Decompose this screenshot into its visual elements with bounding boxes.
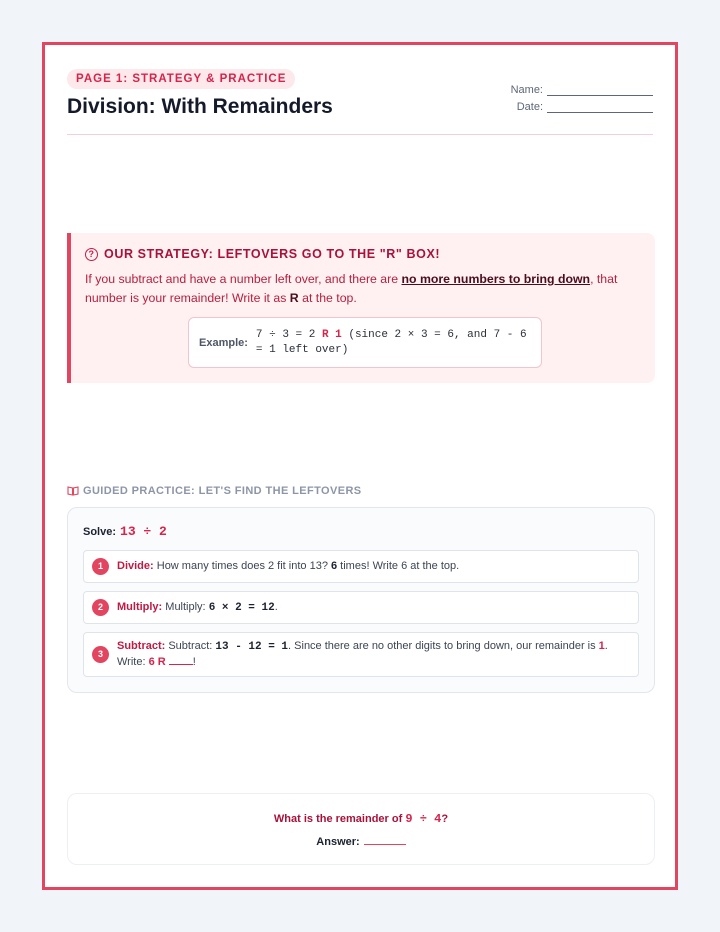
answer-label: Answer: bbox=[316, 836, 360, 848]
date-row bbox=[503, 96, 653, 113]
page-title: Division: With Remainders bbox=[67, 95, 333, 118]
step-text-part: times! Write 6 at the top. bbox=[337, 560, 460, 572]
strategy-box bbox=[67, 233, 655, 383]
step-label: Subtract: bbox=[117, 640, 166, 652]
example-remainder: R 1 bbox=[321, 328, 342, 341]
guided-practice-box bbox=[67, 507, 655, 693]
strategy-text-part: If you subtract and have a number left over, and there are bbox=[85, 272, 402, 286]
step-text bbox=[117, 559, 459, 574]
question-circle-icon: ? bbox=[85, 248, 98, 261]
step-text bbox=[117, 639, 608, 670]
name-date-block bbox=[503, 79, 653, 113]
answer-line bbox=[68, 835, 654, 848]
example-text-part: 7 ÷ 3 = 2 bbox=[255, 328, 322, 341]
step-text-part: How many times does 2 fit into 13? bbox=[153, 560, 331, 572]
step-divide bbox=[83, 550, 639, 583]
name-row bbox=[503, 79, 653, 96]
book-icon bbox=[67, 486, 79, 496]
worksheet-page bbox=[42, 42, 678, 890]
page-badge: PAGE 1: STRATEGY & PRACTICE bbox=[67, 69, 295, 89]
name-field[interactable] bbox=[547, 86, 653, 96]
date-label: Date: bbox=[516, 101, 543, 113]
final-question-box bbox=[67, 793, 655, 865]
name-label: Name: bbox=[510, 84, 543, 96]
step-number: 3 bbox=[92, 646, 109, 663]
step-bold-value: 6 bbox=[331, 560, 338, 572]
remainder-value: 1 bbox=[598, 640, 605, 652]
page-header bbox=[67, 69, 653, 135]
guided-heading bbox=[67, 485, 362, 497]
example-label: Example: bbox=[199, 336, 248, 349]
strategy-text bbox=[85, 270, 641, 308]
solve-line bbox=[83, 524, 167, 539]
solve-expression: 13 ÷ 2 bbox=[120, 524, 167, 539]
strategy-emphasis: no more numbers to bring down bbox=[401, 272, 591, 286]
remainder-blank[interactable] bbox=[169, 655, 193, 665]
example-text bbox=[256, 328, 531, 358]
step-text-part: . Since there are no other digits to bring down, our remainder is bbox=[288, 640, 599, 652]
step-number: 1 bbox=[92, 558, 109, 575]
step-text-part: . bbox=[274, 600, 278, 613]
strategy-heading-text: OUR STRATEGY: LEFTOVERS GO TO THE "R" BOX! bbox=[104, 247, 441, 261]
example-card bbox=[188, 317, 542, 368]
step-label: Multiply: bbox=[117, 600, 163, 613]
guided-heading-text: GUIDED PRACTICE: LET'S FIND THE LEFTOVERS bbox=[83, 485, 362, 497]
strategy-text-part: at the top. bbox=[298, 291, 357, 305]
step-text-part: Multiply: bbox=[162, 600, 209, 613]
step-text-part: Subtract: bbox=[165, 640, 216, 652]
step-subtract bbox=[83, 632, 639, 677]
step-label: Divide: bbox=[117, 560, 154, 572]
question-text: ? bbox=[441, 813, 449, 825]
step-text-part: . bbox=[604, 640, 608, 652]
step-text-part: ! bbox=[192, 656, 196, 668]
step-number: 2 bbox=[92, 599, 109, 616]
step-equation: 13 - 12 = 1 bbox=[215, 641, 289, 653]
step-text-part: Write: bbox=[117, 656, 149, 668]
step-multiply bbox=[83, 591, 639, 624]
example-text-part: (since 2 × 3 = 6, and 7 - 6 = 1 left over) bbox=[255, 328, 527, 356]
question-expression: 9 ÷ 4 bbox=[405, 812, 442, 826]
answer-blank[interactable] bbox=[364, 835, 406, 845]
final-question bbox=[68, 812, 654, 826]
question-text: What is the remainder of bbox=[273, 813, 406, 825]
solve-label: Solve: bbox=[83, 526, 117, 538]
remainder-letter: R bbox=[289, 291, 299, 305]
step-equation: 6 × 2 = 12 bbox=[208, 601, 275, 614]
date-field[interactable] bbox=[547, 103, 653, 113]
step-text bbox=[117, 600, 278, 616]
strategy-text-part: , that number is your remainder! Write it as bbox=[85, 272, 618, 305]
strategy-heading bbox=[85, 247, 641, 261]
answer-prefix: 6 R bbox=[148, 656, 166, 668]
